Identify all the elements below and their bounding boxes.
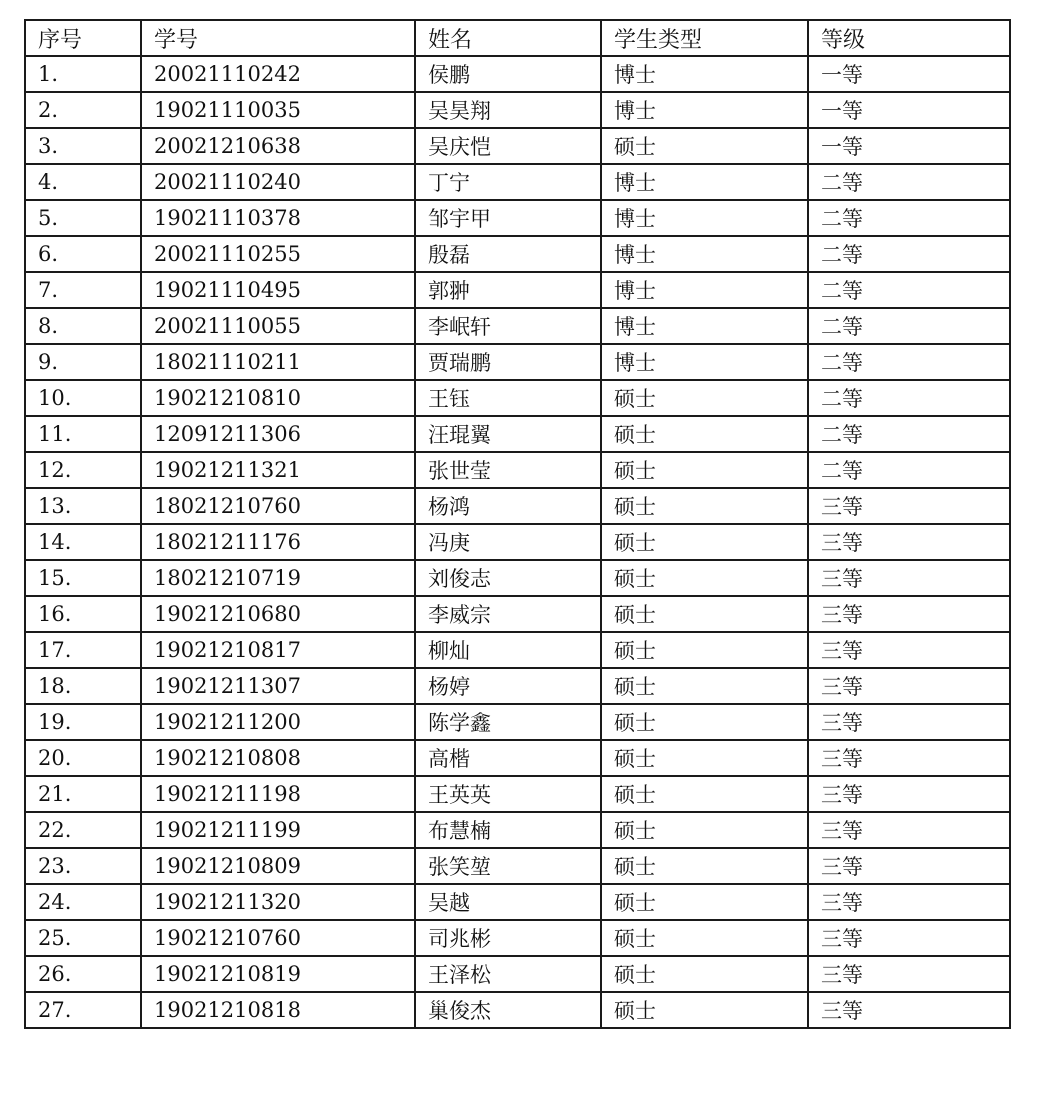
table-row — [25, 596, 1010, 632]
cell-grade: 三等 — [808, 848, 1010, 884]
cell-student-id: 19021210760 — [141, 920, 415, 956]
cell-index: 22. — [25, 812, 141, 848]
cell-student-type: 硕士 — [601, 776, 808, 812]
cell-grade: 三等 — [808, 920, 1010, 956]
cell-student-id: 19021210817 — [141, 632, 415, 668]
cell-student-type: 博士 — [601, 164, 808, 200]
cell-grade: 三等 — [808, 992, 1010, 1028]
cell-name: 郭翀 — [415, 272, 601, 308]
table-row — [25, 524, 1010, 560]
cell-student-id: 19021210680 — [141, 596, 415, 632]
column-header-name: 姓名 — [415, 20, 601, 56]
cell-index: 16. — [25, 596, 141, 632]
cell-student-id: 19021210808 — [141, 740, 415, 776]
table-row — [25, 344, 1010, 380]
table-row — [25, 560, 1010, 596]
cell-grade: 二等 — [808, 200, 1010, 236]
table-row — [25, 308, 1010, 344]
cell-index: 18. — [25, 668, 141, 704]
table-row — [25, 128, 1010, 164]
cell-student-type: 硕士 — [601, 956, 808, 992]
cell-student-type: 硕士 — [601, 740, 808, 776]
cell-name: 丁宁 — [415, 164, 601, 200]
cell-name: 陈学鑫 — [415, 704, 601, 740]
cell-student-type: 硕士 — [601, 812, 808, 848]
table-row — [25, 992, 1010, 1028]
cell-grade: 二等 — [808, 164, 1010, 200]
cell-index: 23. — [25, 848, 141, 884]
cell-name: 高楷 — [415, 740, 601, 776]
cell-student-id: 19021210809 — [141, 848, 415, 884]
table-header-row — [25, 20, 1010, 56]
cell-student-type: 博士 — [601, 236, 808, 272]
cell-name: 王钰 — [415, 380, 601, 416]
cell-name: 吴庆恺 — [415, 128, 601, 164]
cell-name: 李威宗 — [415, 596, 601, 632]
cell-index: 10. — [25, 380, 141, 416]
cell-student-id: 20021210638 — [141, 128, 415, 164]
cell-name: 王英英 — [415, 776, 601, 812]
table-row — [25, 812, 1010, 848]
cell-grade: 三等 — [808, 812, 1010, 848]
cell-grade: 三等 — [808, 524, 1010, 560]
cell-index: 1. — [25, 56, 141, 92]
cell-grade: 三等 — [808, 632, 1010, 668]
table-row — [25, 380, 1010, 416]
cell-student-type: 博士 — [601, 92, 808, 128]
cell-student-id: 18021211176 — [141, 524, 415, 560]
cell-name: 柳灿 — [415, 632, 601, 668]
cell-student-type: 硕士 — [601, 416, 808, 452]
cell-student-id: 20021110242 — [141, 56, 415, 92]
cell-student-type: 硕士 — [601, 704, 808, 740]
cell-index: 24. — [25, 884, 141, 920]
cell-student-id: 19021211200 — [141, 704, 415, 740]
cell-student-id: 19021211198 — [141, 776, 415, 812]
cell-name: 李岷轩 — [415, 308, 601, 344]
cell-grade: 三等 — [808, 668, 1010, 704]
cell-student-type: 硕士 — [601, 380, 808, 416]
cell-index: 17. — [25, 632, 141, 668]
cell-name: 吴越 — [415, 884, 601, 920]
cell-student-type: 硕士 — [601, 848, 808, 884]
cell-name: 张世莹 — [415, 452, 601, 488]
table-row — [25, 776, 1010, 812]
cell-name: 司兆彬 — [415, 920, 601, 956]
cell-grade: 三等 — [808, 776, 1010, 812]
cell-grade: 一等 — [808, 56, 1010, 92]
cell-index: 9. — [25, 344, 141, 380]
cell-student-type: 博士 — [601, 344, 808, 380]
cell-student-id: 19021110495 — [141, 272, 415, 308]
cell-student-id: 12091211306 — [141, 416, 415, 452]
cell-name: 侯鹏 — [415, 56, 601, 92]
table-row — [25, 200, 1010, 236]
cell-name: 杨鸿 — [415, 488, 601, 524]
cell-index: 25. — [25, 920, 141, 956]
cell-student-type: 博士 — [601, 56, 808, 92]
cell-student-type: 博士 — [601, 200, 808, 236]
cell-index: 4. — [25, 164, 141, 200]
cell-grade: 二等 — [808, 416, 1010, 452]
cell-index: 8. — [25, 308, 141, 344]
cell-grade: 三等 — [808, 596, 1010, 632]
cell-grade: 一等 — [808, 128, 1010, 164]
cell-index: 19. — [25, 704, 141, 740]
column-header-grade: 等级 — [808, 20, 1010, 56]
student-award-table — [24, 19, 1011, 1029]
cell-name: 殷磊 — [415, 236, 601, 272]
cell-grade: 二等 — [808, 380, 1010, 416]
cell-student-type: 博士 — [601, 272, 808, 308]
cell-name: 巢俊杰 — [415, 992, 601, 1028]
table-row — [25, 668, 1010, 704]
table-row — [25, 920, 1010, 956]
cell-grade: 二等 — [808, 344, 1010, 380]
table-row — [25, 164, 1010, 200]
cell-index: 27. — [25, 992, 141, 1028]
table-body — [25, 56, 1010, 1028]
cell-student-id: 19021211307 — [141, 668, 415, 704]
cell-grade: 三等 — [808, 740, 1010, 776]
cell-student-type: 博士 — [601, 308, 808, 344]
cell-index: 26. — [25, 956, 141, 992]
cell-student-type: 硕士 — [601, 524, 808, 560]
cell-grade: 二等 — [808, 236, 1010, 272]
cell-student-id: 19021210819 — [141, 956, 415, 992]
cell-student-type: 硕士 — [601, 596, 808, 632]
cell-grade: 三等 — [808, 488, 1010, 524]
cell-name: 邹宇甲 — [415, 200, 601, 236]
cell-index: 13. — [25, 488, 141, 524]
cell-grade: 三等 — [808, 956, 1010, 992]
table-row — [25, 956, 1010, 992]
cell-grade: 一等 — [808, 92, 1010, 128]
cell-student-type: 硕士 — [601, 488, 808, 524]
cell-name: 杨婷 — [415, 668, 601, 704]
cell-index: 6. — [25, 236, 141, 272]
cell-index: 14. — [25, 524, 141, 560]
cell-student-type: 硕士 — [601, 668, 808, 704]
cell-index: 12. — [25, 452, 141, 488]
table-row — [25, 452, 1010, 488]
column-header-student-id: 学号 — [141, 20, 415, 56]
cell-student-id: 18021210760 — [141, 488, 415, 524]
table-row — [25, 632, 1010, 668]
table-row — [25, 236, 1010, 272]
cell-student-type: 硕士 — [601, 992, 808, 1028]
cell-grade: 三等 — [808, 704, 1010, 740]
table-row — [25, 704, 1010, 740]
cell-grade: 二等 — [808, 452, 1010, 488]
cell-student-id: 19021211321 — [141, 452, 415, 488]
cell-student-id: 20021110055 — [141, 308, 415, 344]
cell-grade: 三等 — [808, 884, 1010, 920]
cell-grade: 三等 — [808, 560, 1010, 596]
cell-student-id: 19021110378 — [141, 200, 415, 236]
cell-student-id: 19021210818 — [141, 992, 415, 1028]
cell-student-type: 硕士 — [601, 452, 808, 488]
table-row — [25, 92, 1010, 128]
cell-index: 15. — [25, 560, 141, 596]
cell-name: 吴昊翔 — [415, 92, 601, 128]
cell-name: 布慧楠 — [415, 812, 601, 848]
cell-name: 刘俊志 — [415, 560, 601, 596]
cell-student-id: 20021110255 — [141, 236, 415, 272]
cell-grade: 二等 — [808, 308, 1010, 344]
cell-student-type: 硕士 — [601, 560, 808, 596]
cell-index: 2. — [25, 92, 141, 128]
cell-index: 3. — [25, 128, 141, 164]
cell-name: 张笑堃 — [415, 848, 601, 884]
cell-index: 21. — [25, 776, 141, 812]
cell-student-id: 18021110211 — [141, 344, 415, 380]
table-row — [25, 488, 1010, 524]
cell-student-id: 20021110240 — [141, 164, 415, 200]
cell-student-type: 硕士 — [601, 884, 808, 920]
cell-student-id: 19021211199 — [141, 812, 415, 848]
column-header-student-type: 学生类型 — [601, 20, 808, 56]
table-row — [25, 740, 1010, 776]
cell-grade: 二等 — [808, 272, 1010, 308]
cell-student-type: 硕士 — [601, 920, 808, 956]
table-row — [25, 56, 1010, 92]
column-header-index: 序号 — [25, 20, 141, 56]
cell-name: 王泽松 — [415, 956, 601, 992]
table-row — [25, 272, 1010, 308]
cell-index: 5. — [25, 200, 141, 236]
cell-student-type: 硕士 — [601, 128, 808, 164]
cell-student-id: 19021210810 — [141, 380, 415, 416]
cell-name: 冯庚 — [415, 524, 601, 560]
cell-student-id: 18021210719 — [141, 560, 415, 596]
table-row — [25, 848, 1010, 884]
cell-index: 7. — [25, 272, 141, 308]
cell-index: 20. — [25, 740, 141, 776]
cell-name: 贾瑞鹏 — [415, 344, 601, 380]
cell-student-id: 19021211320 — [141, 884, 415, 920]
table-row — [25, 884, 1010, 920]
table-row — [25, 416, 1010, 452]
cell-student-id: 19021110035 — [141, 92, 415, 128]
cell-index: 11. — [25, 416, 141, 452]
cell-name: 汪琨翼 — [415, 416, 601, 452]
cell-student-type: 硕士 — [601, 632, 808, 668]
